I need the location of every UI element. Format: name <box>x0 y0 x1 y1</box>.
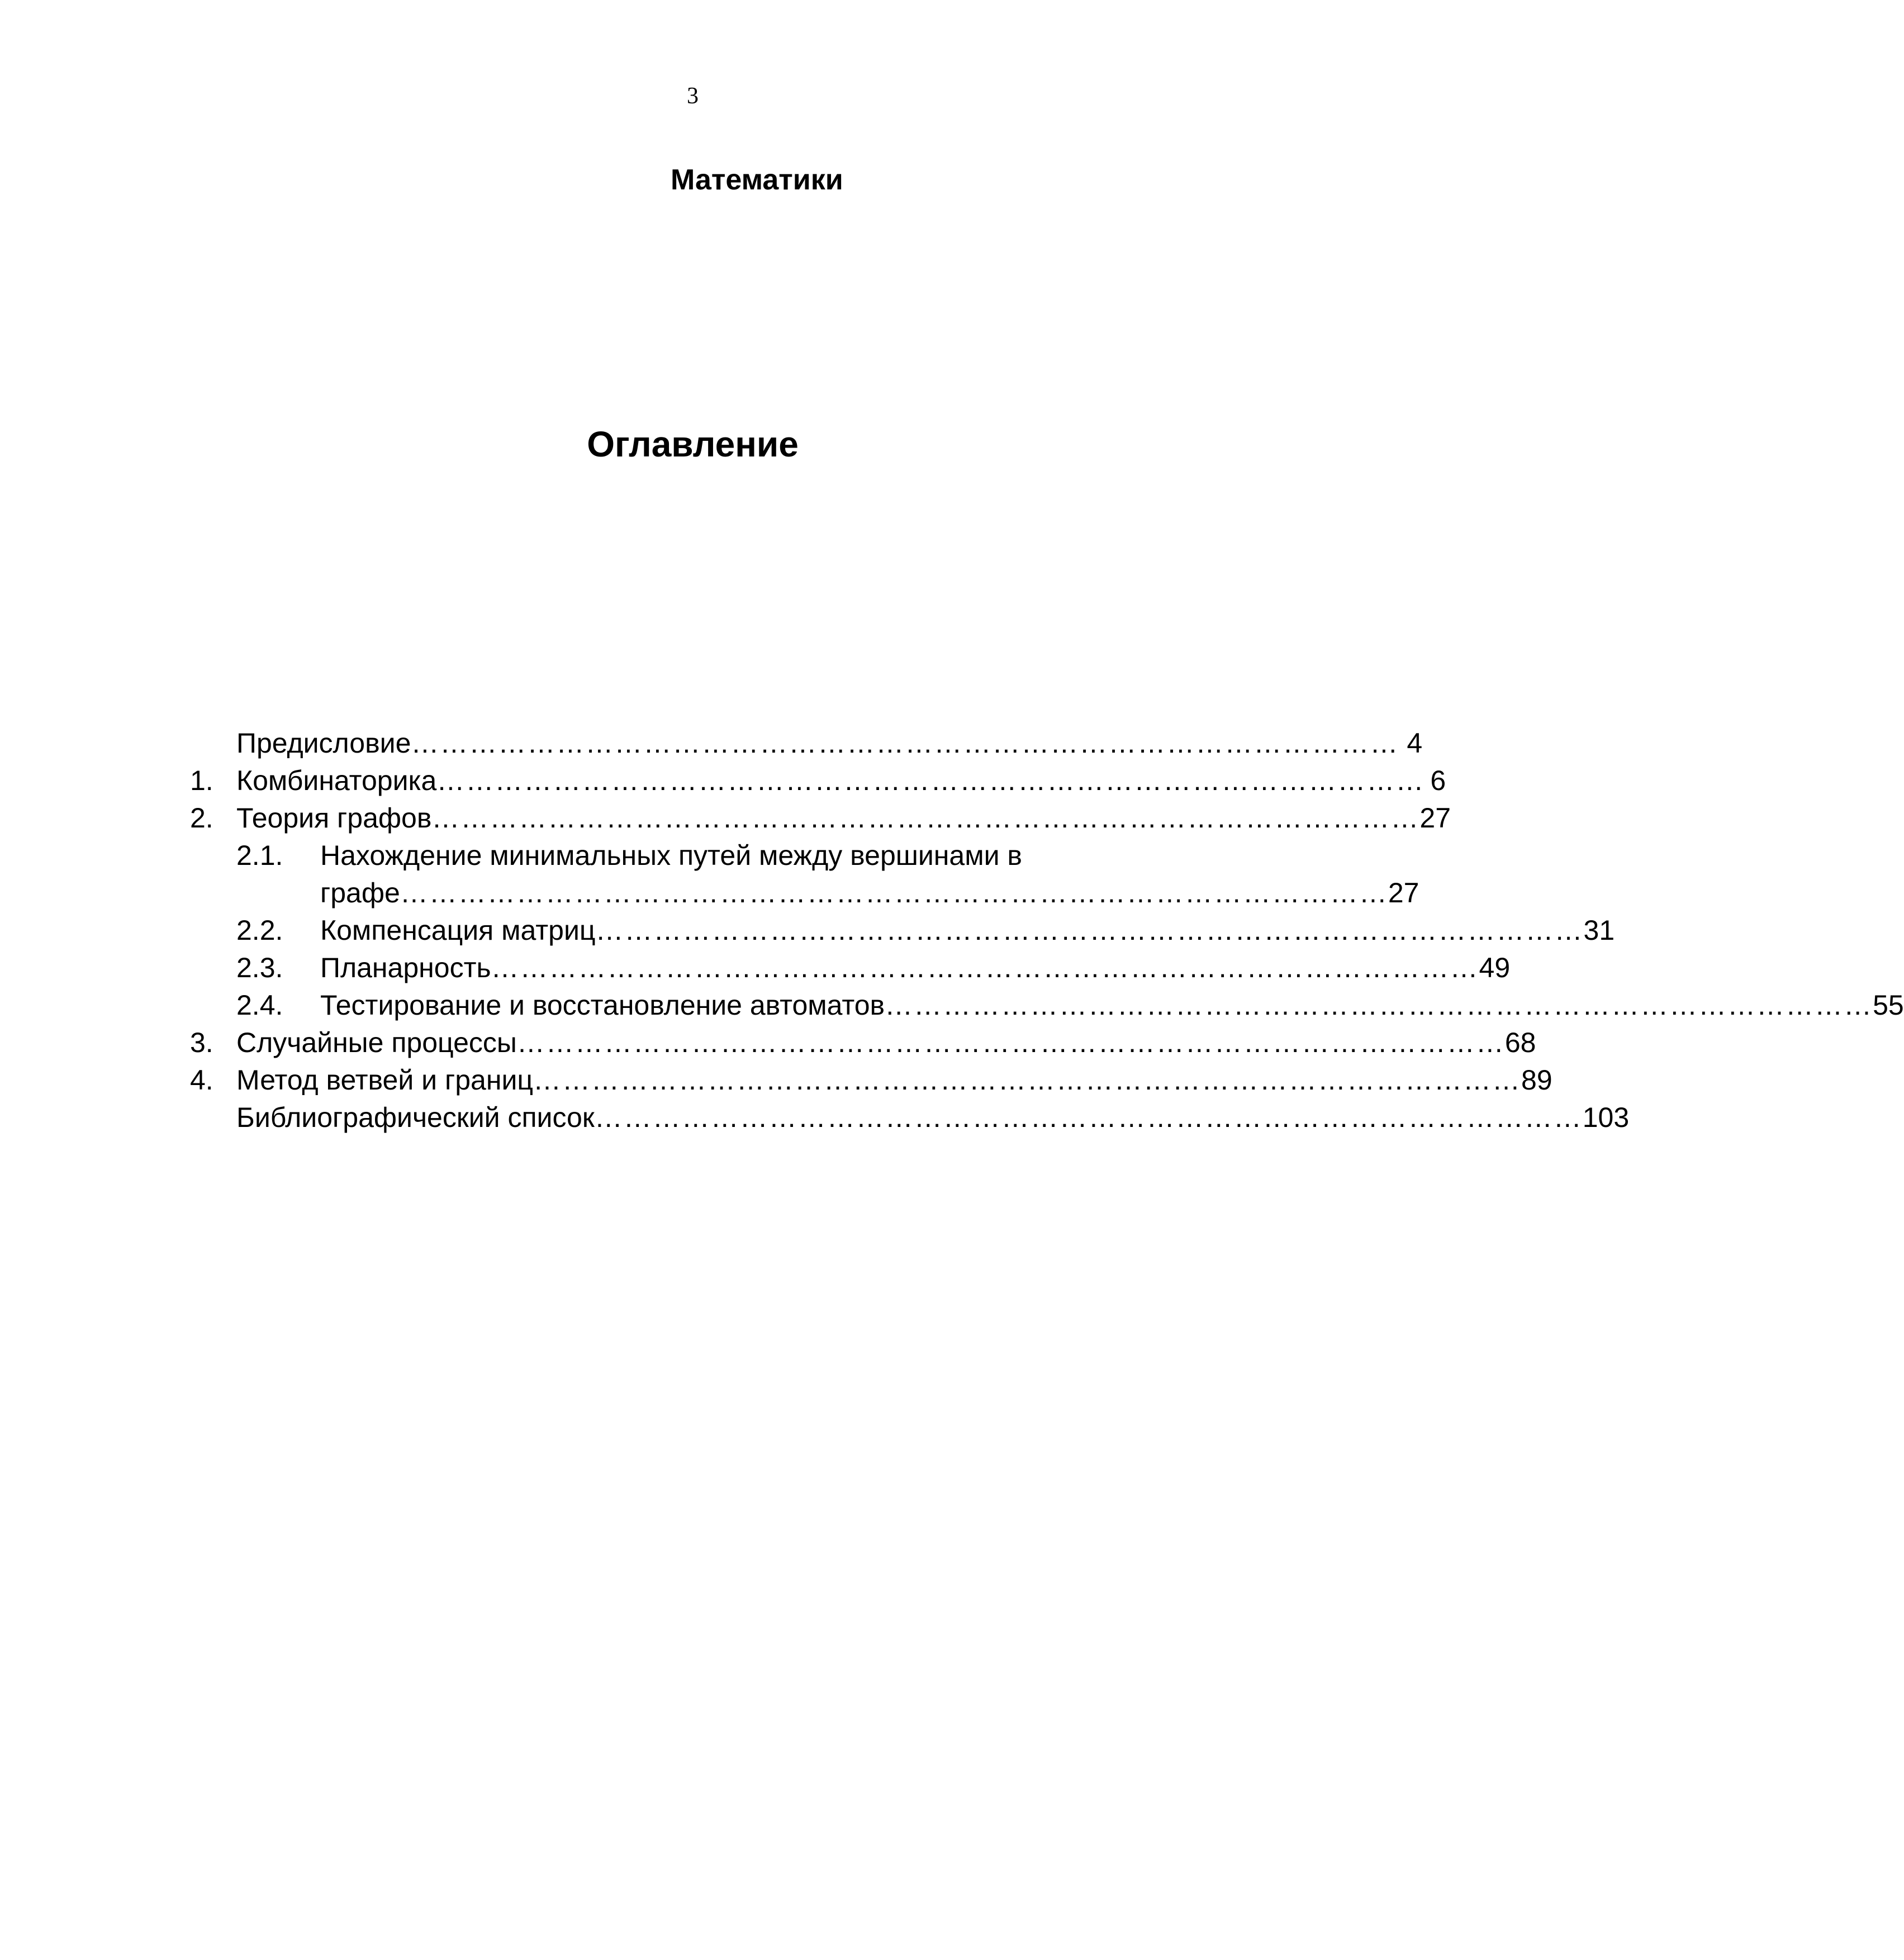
toc-entry-2-1-line1[interactable] <box>184 837 1215 874</box>
toc-entry-label: Тестирование и восстановление автоматов <box>320 989 885 1021</box>
toc-entry-label: Случайные процессы <box>236 1027 517 1058</box>
toc-entry-page: 49 <box>1479 952 1511 983</box>
toc-entry-2[interactable] <box>184 800 1451 837</box>
toc-entry-page: 103 <box>1582 1102 1630 1133</box>
toc-entry-line <box>236 1062 1552 1099</box>
toc-entry-number: 4. <box>190 1064 213 1096</box>
toc-leader-dots: ………………………………………………………………………………………… <box>885 989 1873 1021</box>
toc-entry-number: 2. <box>190 802 213 834</box>
toc-leader-dots: ………………………………………………………………………………………… <box>594 1102 1583 1133</box>
toc-leader-dots: ………………………………………………………………………………………… <box>411 727 1399 759</box>
toc-entry-page: 68 <box>1504 1027 1536 1058</box>
toc-entry-line <box>320 949 1511 987</box>
toc-entry-line <box>320 987 1904 1024</box>
toc-entry-number: 1. <box>190 765 213 796</box>
toc-entry-1[interactable] <box>184 762 1446 800</box>
toc-entry-2-3[interactable] <box>184 949 1511 987</box>
header-title: Математики <box>671 164 843 196</box>
toc-entry-page: 89 <box>1521 1064 1552 1096</box>
toc-entry-label: Планарность <box>320 952 491 983</box>
toc-entry-2-4[interactable] <box>184 987 1904 1024</box>
toc-leader-dots: ………………………………………………………………………………………… <box>595 915 1584 946</box>
toc-title: Оглавление <box>587 424 799 464</box>
toc-entry-page: 55 <box>1873 989 1904 1021</box>
toc-entry-2-1-line2[interactable] <box>184 874 1419 912</box>
toc-entry-page: 31 <box>1583 915 1615 946</box>
toc-leader-dots: ………………………………………………………………………………………… <box>431 802 1420 834</box>
toc-entry-page: 27 <box>1419 802 1451 834</box>
toc-entry-line <box>236 800 1451 837</box>
page-number: 3 <box>687 83 699 109</box>
toc-entry-page: 4 <box>1407 727 1423 759</box>
toc-leader-dots: ………………………………………………………………………………………… <box>491 952 1479 983</box>
toc-entry-label: Теория графов <box>236 802 432 834</box>
toc-entry-bibliography[interactable] <box>184 1099 1630 1136</box>
toc-entry-line <box>236 1024 1536 1062</box>
toc-entry-label: Комбинаторика <box>236 765 437 796</box>
table-of-contents <box>184 725 1904 1136</box>
toc-entry-label: Нахождение минимальных путей между вершинами в <box>320 840 1022 871</box>
toc-entry-number: 2.4. <box>236 989 283 1021</box>
toc-entry-number: 2.1. <box>236 840 283 871</box>
toc-entry-label: Метод ветвей и границ <box>236 1064 534 1096</box>
toc-entry-line <box>236 1099 1630 1136</box>
toc-entry-line <box>320 912 1615 949</box>
toc-entry-label: Предисловие <box>236 727 411 759</box>
toc-leader-dots: ………………………………………………………………………………………… <box>516 1027 1505 1058</box>
toc-entry-page: 6 <box>1430 765 1446 796</box>
toc-leader-dots: ………………………………………………………………………………………… <box>400 877 1388 908</box>
toc-entry-number: 2.2. <box>236 915 283 946</box>
toc-entry-number: 3. <box>190 1027 213 1058</box>
toc-entry-line <box>236 725 1423 762</box>
toc-entry-line <box>320 874 1419 912</box>
toc-entry-label-continued: графе <box>320 877 400 908</box>
toc-entry-preface[interactable] <box>184 725 1423 762</box>
toc-leader-dots: ………………………………………………………………………………………… <box>436 765 1425 796</box>
toc-entry-page: 27 <box>1388 877 1419 908</box>
toc-entry-number: 2.3. <box>236 952 283 983</box>
toc-entry-3[interactable] <box>184 1024 1536 1062</box>
toc-entry-label: Компенсация матриц <box>320 915 596 946</box>
toc-entry-label: Библиографический список <box>236 1102 595 1133</box>
toc-entry-4[interactable] <box>184 1062 1552 1099</box>
toc-entry-line <box>236 762 1446 800</box>
toc-entry-2-2[interactable] <box>184 912 1615 949</box>
toc-leader-dots: ………………………………………………………………………………………… <box>533 1064 1522 1096</box>
